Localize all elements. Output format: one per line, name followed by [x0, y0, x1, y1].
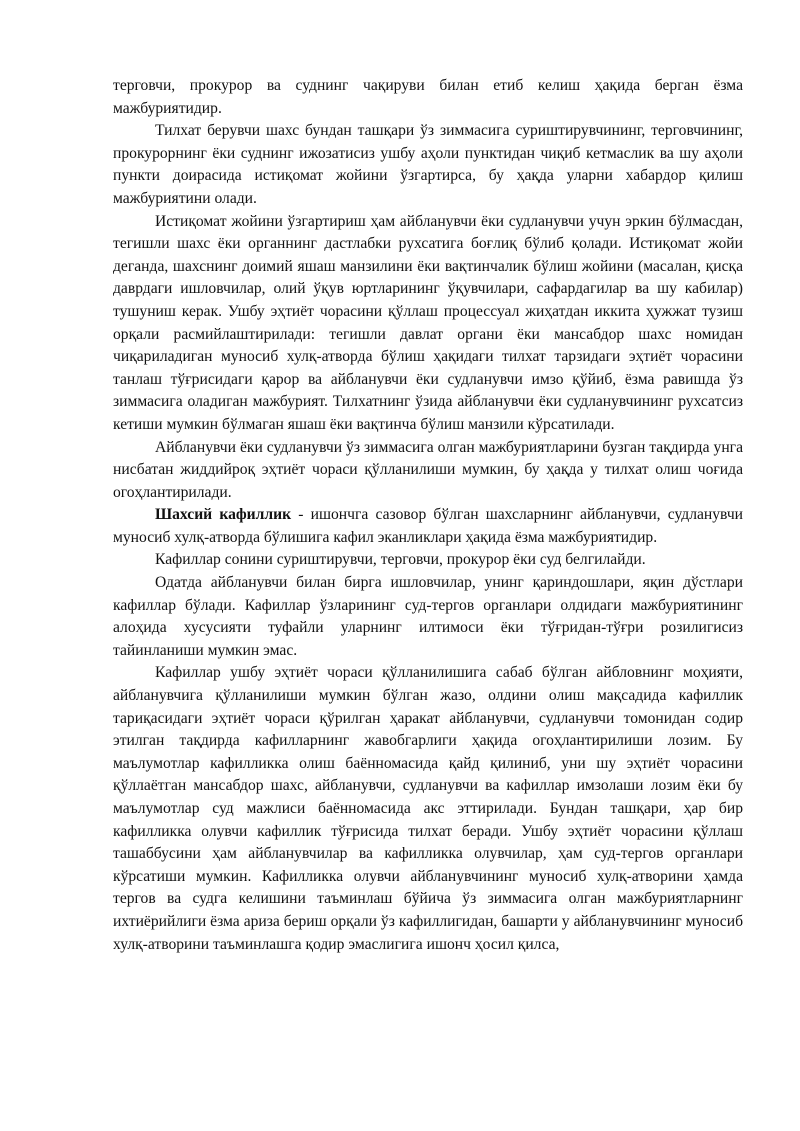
term-personal-surety: Шахсий кафиллик — [155, 506, 292, 524]
paragraph-surety-warning: Кафиллар ушбу эҳтиёт чораси қўлланилишига сабаб бўлган айбловнинг моҳияти, айбланувчига қўлланилиши мумкин бўлган жазо, олдини олиш мақсадида кафиллик тариқасидаги эҳтиёт чораси қўрилган ҳаракат айбланувчи, судланувчи томонидан содир этилган тақдирда кафилларнинг жавобгарлиги ҳақида огоҳлантирилиши лозим. Бу маълумотлар кафилликка олиш баённомасида қайд қилиниб, уни шу эҳтиёт чорасини қўллаётган мансабдор шахс, айбланувчи, судланувчи ва кафиллар имзолаши лозим ёки бу маълумотлар суд мажлиси баённомасида акс эттирилади. Бундан ташқари, ҳар бир кафилликка олувчи кафиллик тўғрисида тилхат беради. Ушбу эҳтиёт чорасини қўллаш ташаббусини ҳам айбланувчилар ва кафилликка олувчилар, ҳам суд-тергов органлари кўрсатиши мумкин. Кафилликка олувчи айбланувчининг муносиб хулқ-атворини ҳамда тергов ва судга келишини таъминлаш бўйича ўз зиммасига олган мажбуриятларнинг ихтиёрийлиги ёзма ариза бериш орқали ўз кафиллигидан, башарти у айбланувчининг муносиб хулқ-атворини таъминлашга қодир эмаслигига ишонч ҳосил қилса, — [113, 664, 743, 953]
paragraph-who-are-sureties: Одатда айбланувчи билан бирга ишловчилар, унинг қариндошлари, яқин дўстлари кафиллар бўлади. Кафиллар ўзларининг суд-тергов органлари олдидаги мажбуриятининг алоҳида хусусияти туфайли уларнинг илтимоси ёки тўғридан-тўғри розилигисиз тайинланиши мумкин эмас. — [113, 574, 743, 659]
document-page — [113, 75, 743, 956]
paragraph-tilhat-obligations: Тилхат берувчи шахс бундан ташқари ўз зиммасига суриштирувчининг, терговчининг, прокурорнинг ёки суднинг ижозатисиз ушбу аҳоли пунктидан чиқиб кетмаслик ва шу аҳоли пункти доирасида истиқомат жойини ўзгартирса, бу ҳақда уларни хабардор қилиш мажбуриятини олади. — [113, 122, 743, 207]
paragraph-continuation: терговчи, прокурор ва суднинг чақируви билан етиб келиш ҳақида берган ёзма мажбуриятидир. — [113, 77, 743, 117]
paragraph-residence-change: Истиқомат жойини ўзгартириш ҳам айбланувчи ёки судланувчи учун эркин бўлмасдан, тегишли шахс ёки органнинг дастлабки рухсатига боғлиқ бўлиб қолади. Истиқомат жойи деганда, шахснинг доимий яшаш манзилини ёки вақтинчалик бўлиш жойини (масалан, қисқа даврдаги ишловчилар, олий ўқув юртларининг ўқувчилари, сафардагилар ва шу кабилар) тушуниш керак. Ушбу эҳтиёт чорасини қўллаш процессуал жиҳатдан иккита ҳужжат тузиш орқали расмийлаштирилади: тегишли давлат органи ёки мансабдор шахс номидан чиқариладиган муносиб хулқ-атворда бўлиш ҳақидаги тилхат тарзидаги эҳтиёт чорасини танлаш тўғрисидаги қарор ва айбланувчи ёки судланувчи имзо қўйиб, ёзма равишда ўз зиммасига оладиган мажбурият. Тилхатнинг ўзида айбланувчи ёки судланувчининг рухсатсиз кетиши мумкин бўлмаган яшаш ёки вақтинча бўлиш манзили кўрсатилади. — [113, 212, 743, 433]
paragraph-violation-consequence: Айбланувчи ёки судланувчи ўз зиммасига олган мажбуриятларини бузган тақдирда унга нисбатан жиддийроқ эҳтиёт чораси қўлланилиши мумкин, бу ҳақда у тилхат олиш чоғида огоҳлантирилади. — [113, 438, 743, 501]
definition-text: - ишончга сазовор бўлган шахсларнинг айбланувчи, судланувчи муносиб хулқ-атворда бўлишига кафил эканликлари ҳақида ёзма мажбуриятидир. — [113, 506, 744, 546]
paragraph-personal-surety-definition — [113, 504, 743, 549]
paragraph-number-of-sureties: Кафиллар сонини суриштирувчи, терговчи, прокурор ёки суд белгилайди. — [155, 551, 646, 569]
